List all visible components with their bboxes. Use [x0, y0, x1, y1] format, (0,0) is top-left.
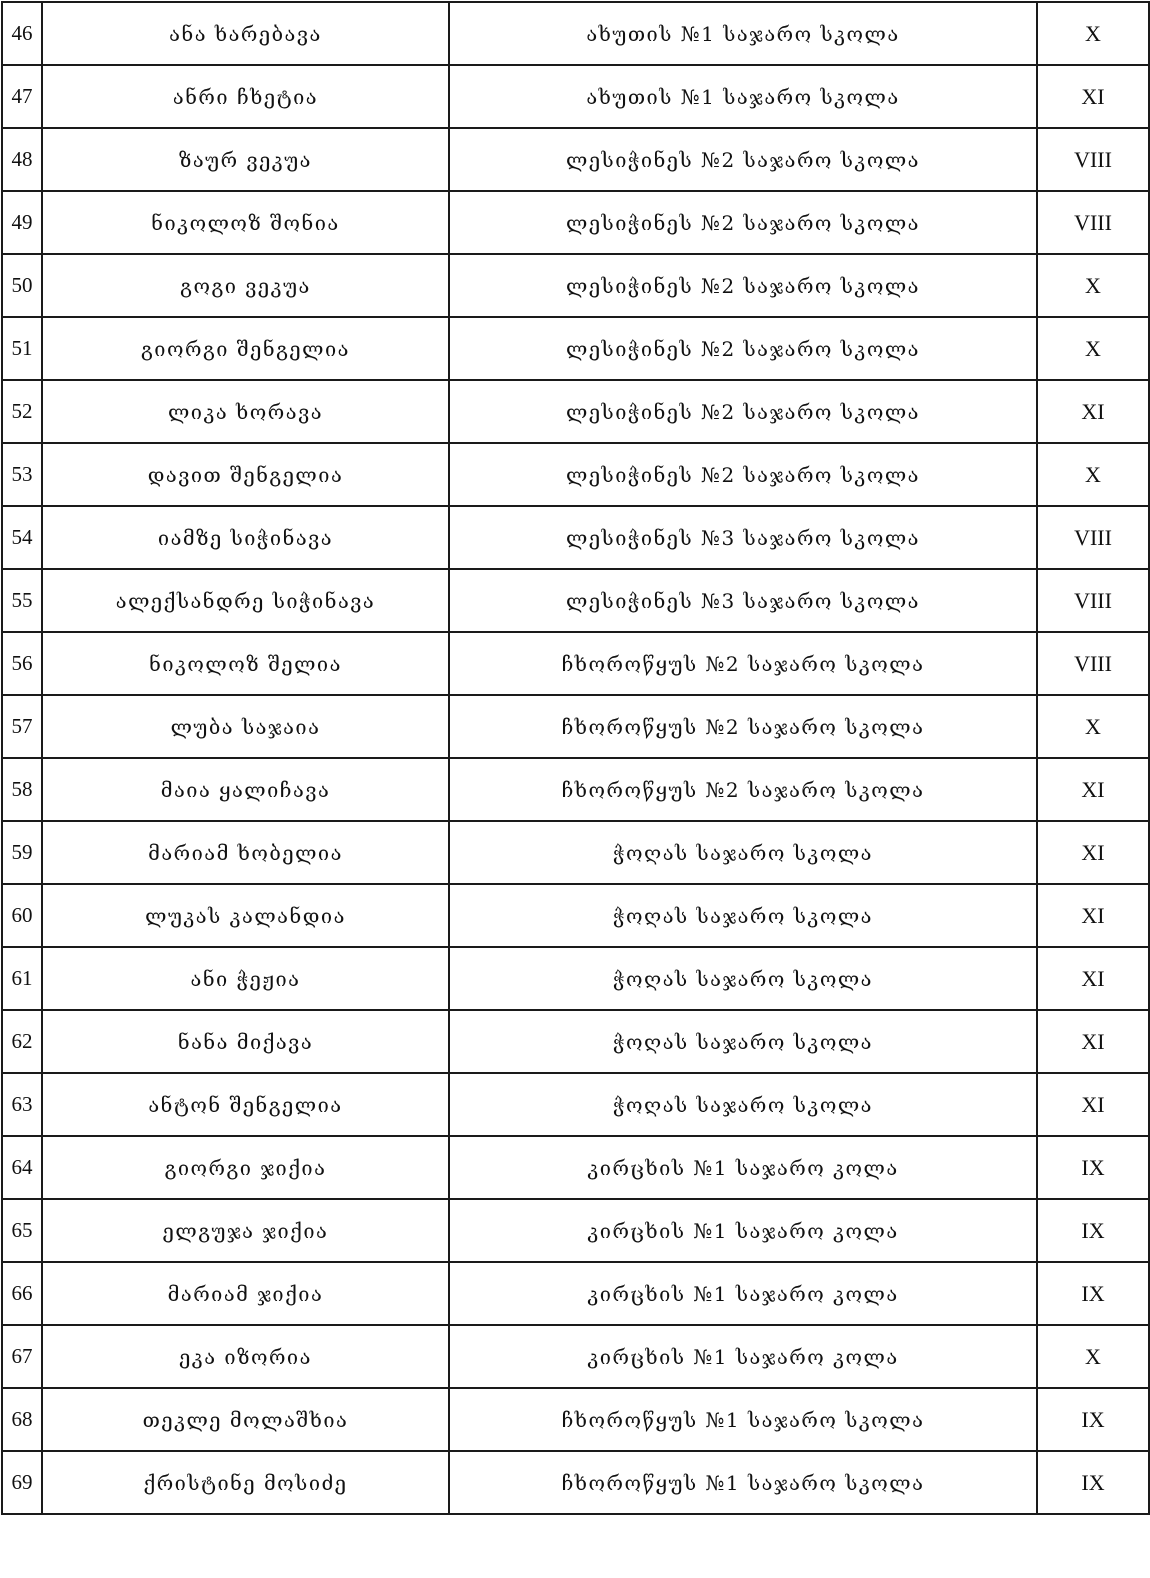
row-number: 63 [2, 1073, 42, 1136]
student-name: ნიკოლოზ შონია [42, 191, 449, 254]
table-row [2, 695, 1149, 758]
grade-level: IX [1037, 1262, 1149, 1325]
row-number: 61 [2, 947, 42, 1010]
school-name: ჭოღას საჯარო სკოლა [449, 1073, 1037, 1136]
row-number: 59 [2, 821, 42, 884]
table-row [2, 65, 1149, 128]
grade-level: XI [1037, 65, 1149, 128]
table-row [2, 1199, 1149, 1262]
student-name: ლიკა ხორავა [42, 380, 449, 443]
grade-level: X [1037, 1325, 1149, 1388]
participants-table [1, 1, 1150, 1515]
row-number: 60 [2, 884, 42, 947]
student-name: გიორგი ჯიქია [42, 1136, 449, 1199]
grade-level: X [1037, 443, 1149, 506]
row-number: 52 [2, 380, 42, 443]
participants-table-body [2, 2, 1149, 1514]
table-row [2, 758, 1149, 821]
row-number: 50 [2, 254, 42, 317]
grade-level: XI [1037, 758, 1149, 821]
row-number: 49 [2, 191, 42, 254]
row-number: 57 [2, 695, 42, 758]
row-number: 64 [2, 1136, 42, 1199]
school-name: კირცხის №1 საჯარო კოლა [449, 1262, 1037, 1325]
grade-level: IX [1037, 1451, 1149, 1514]
student-name: ალექსანდრე სიჭინავა [42, 569, 449, 632]
school-name: ჭოღას საჯარო სკოლა [449, 884, 1037, 947]
table-row [2, 1325, 1149, 1388]
table-row [2, 191, 1149, 254]
student-name: მაია ყალიჩავა [42, 758, 449, 821]
school-name: ჩხოროწყუს №2 საჯარო სკოლა [449, 695, 1037, 758]
table-row [2, 506, 1149, 569]
school-name: ჩხოროწყუს №2 საჯარო სკოლა [449, 758, 1037, 821]
grade-level: X [1037, 2, 1149, 65]
grade-level: X [1037, 254, 1149, 317]
student-name: ნანა მიქავა [42, 1010, 449, 1073]
table-row [2, 1388, 1149, 1451]
school-name: ლესიჭინეს №2 საჯარო სკოლა [449, 443, 1037, 506]
row-number: 69 [2, 1451, 42, 1514]
table-row [2, 632, 1149, 695]
grade-level: VIII [1037, 128, 1149, 191]
grade-level: IX [1037, 1388, 1149, 1451]
school-name: ლესიჭინეს №2 საჯარო სკოლა [449, 254, 1037, 317]
grade-level: XI [1037, 1073, 1149, 1136]
row-number: 54 [2, 506, 42, 569]
school-name: კირცხის №1 საჯარო კოლა [449, 1325, 1037, 1388]
grade-level: XI [1037, 947, 1149, 1010]
school-name: ლესიჭინეს №2 საჯარო სკოლა [449, 317, 1037, 380]
student-name: ანი ჭეჟია [42, 947, 449, 1010]
table-row [2, 317, 1149, 380]
grade-level: IX [1037, 1136, 1149, 1199]
grade-level: XI [1037, 884, 1149, 947]
school-name: ჭოღას საჯარო სკოლა [449, 821, 1037, 884]
row-number: 62 [2, 1010, 42, 1073]
school-name: ჩხოროწყუს №1 საჯარო სკოლა [449, 1388, 1037, 1451]
grade-level: XI [1037, 1010, 1149, 1073]
table-row [2, 1010, 1149, 1073]
student-name: გოგი ვეკუა [42, 254, 449, 317]
school-name: ახუთის №1 საჯარო სკოლა [449, 2, 1037, 65]
student-name: ელგუჯა ჯიქია [42, 1199, 449, 1262]
grade-level: XI [1037, 821, 1149, 884]
school-name: ჩხოროწყუს №1 საჯარო სკოლა [449, 1451, 1037, 1514]
student-name: დავით შენგელია [42, 443, 449, 506]
school-name: ჭოღას საჯარო სკოლა [449, 1010, 1037, 1073]
school-name: ლესიჭინეს №2 საჯარო სკოლა [449, 380, 1037, 443]
table-row [2, 1073, 1149, 1136]
student-name: ნიკოლოზ შელია [42, 632, 449, 695]
table-row [2, 821, 1149, 884]
student-name: იამზე სიჭინავა [42, 506, 449, 569]
student-name: ქრისტინე მოსიძე [42, 1451, 449, 1514]
table-row [2, 947, 1149, 1010]
grade-level: XI [1037, 380, 1149, 443]
row-number: 53 [2, 443, 42, 506]
table-row [2, 569, 1149, 632]
school-name: ჩხოროწყუს №2 საჯარო სკოლა [449, 632, 1037, 695]
row-number: 56 [2, 632, 42, 695]
row-number: 68 [2, 1388, 42, 1451]
table-row [2, 2, 1149, 65]
student-name: გიორგი შენგელია [42, 317, 449, 380]
grade-level: VIII [1037, 569, 1149, 632]
grade-level: X [1037, 317, 1149, 380]
row-number: 55 [2, 569, 42, 632]
school-name: ლესიჭინეს №3 საჯარო სკოლა [449, 506, 1037, 569]
table-row [2, 1136, 1149, 1199]
row-number: 51 [2, 317, 42, 380]
student-name: თეკლე მოლაშხია [42, 1388, 449, 1451]
student-name: ლუბა საჯაია [42, 695, 449, 758]
school-name: ლესიჭინეს №3 საჯარო სკოლა [449, 569, 1037, 632]
grade-level: VIII [1037, 506, 1149, 569]
school-name: კირცხის №1 საჯარო კოლა [449, 1199, 1037, 1262]
table-row [2, 254, 1149, 317]
school-name: ჭოღას საჯარო სკოლა [449, 947, 1037, 1010]
table-row [2, 443, 1149, 506]
table-row [2, 1451, 1149, 1514]
student-name: მარიამ ჯიქია [42, 1262, 449, 1325]
student-name: ანა ხარებავა [42, 2, 449, 65]
table-row [2, 1262, 1149, 1325]
row-number: 58 [2, 758, 42, 821]
grade-level: VIII [1037, 191, 1149, 254]
school-name: კირცხის №1 საჯარო კოლა [449, 1136, 1037, 1199]
row-number: 66 [2, 1262, 42, 1325]
student-name: ლუკას კალანდია [42, 884, 449, 947]
row-number: 48 [2, 128, 42, 191]
student-name: ზაურ ვეკუა [42, 128, 449, 191]
table-row [2, 128, 1149, 191]
grade-level: X [1037, 695, 1149, 758]
table-row [2, 884, 1149, 947]
student-name: ანტონ შენგელია [42, 1073, 449, 1136]
student-name: ანრი ჩხეტია [42, 65, 449, 128]
grade-level: IX [1037, 1199, 1149, 1262]
row-number: 47 [2, 65, 42, 128]
row-number: 46 [2, 2, 42, 65]
school-name: ლესიჭინეს №2 საჯარო სკოლა [449, 191, 1037, 254]
row-number: 65 [2, 1199, 42, 1262]
school-name: ახუთის №1 საჯარო სკოლა [449, 65, 1037, 128]
table-row [2, 380, 1149, 443]
student-name: ეკა იზორია [42, 1325, 449, 1388]
school-name: ლესიჭინეს №2 საჯარო სკოლა [449, 128, 1037, 191]
grade-level: VIII [1037, 632, 1149, 695]
student-name: მარიამ ხობელია [42, 821, 449, 884]
row-number: 67 [2, 1325, 42, 1388]
